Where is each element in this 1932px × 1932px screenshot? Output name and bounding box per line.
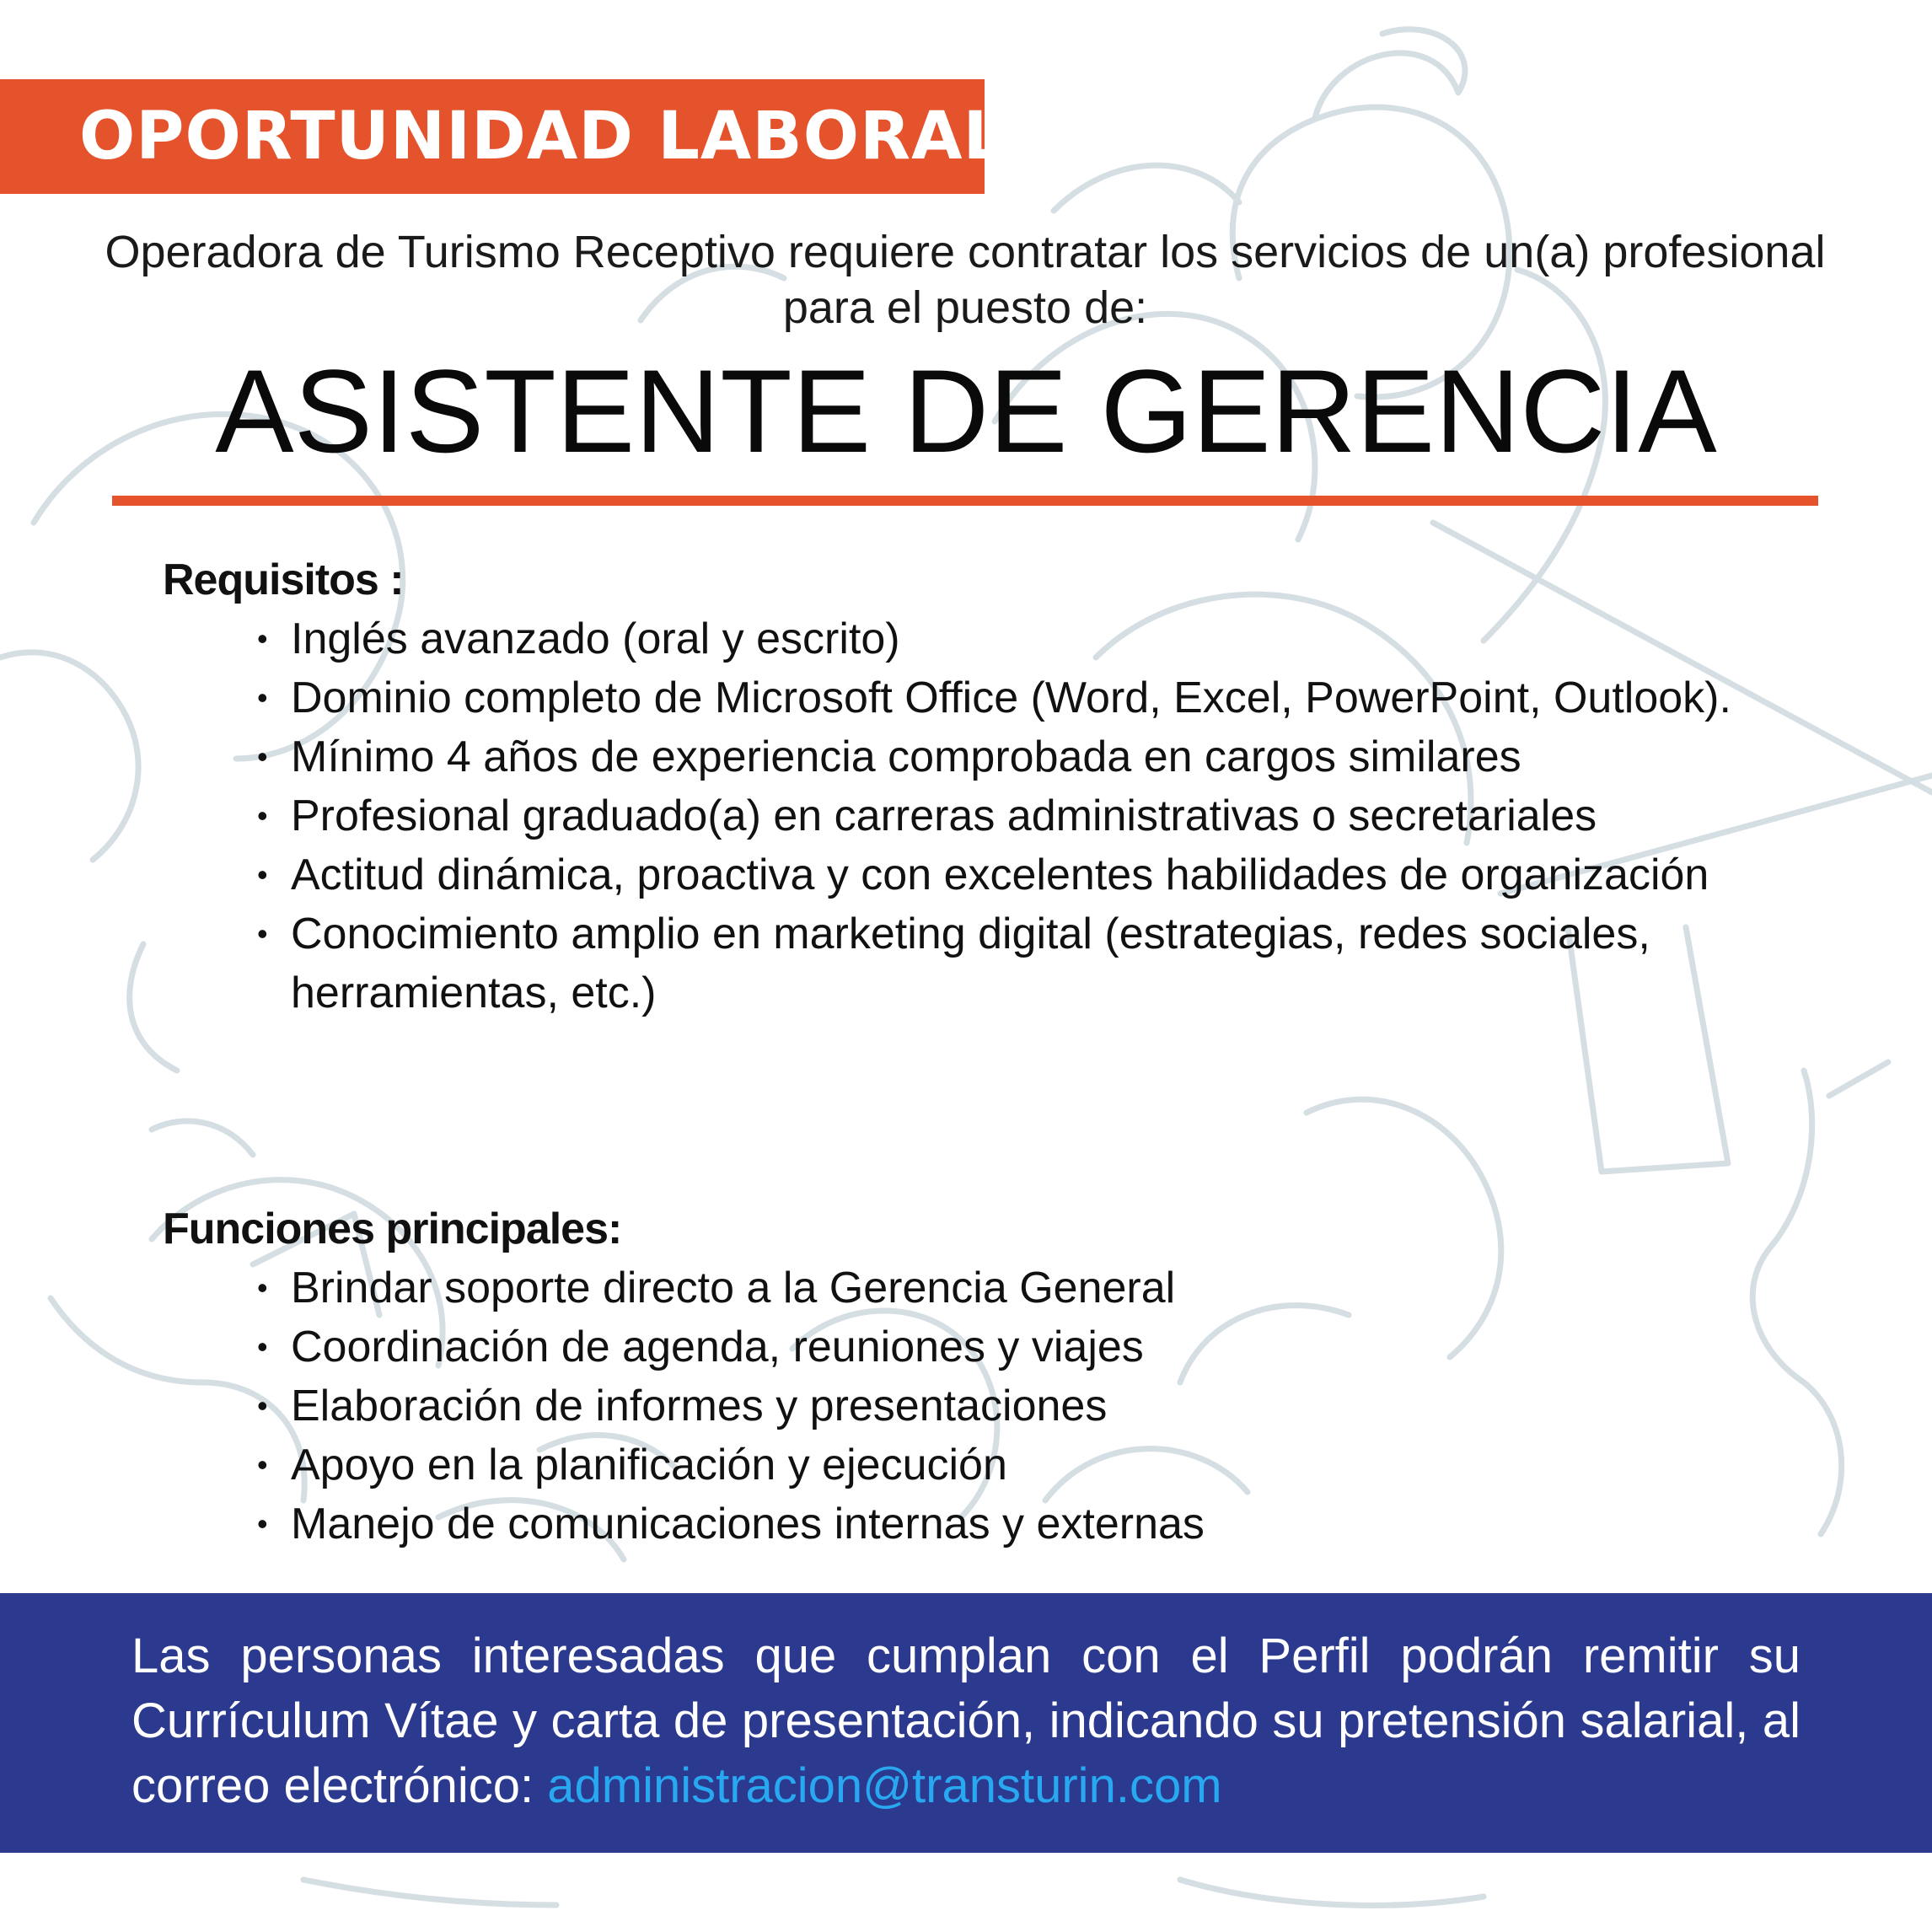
list-item-text: Dominio completo de Microsoft Office (Word, Excel, PowerPoint, Outlook). [291,674,1731,722]
list-item [253,1258,1854,1318]
contact-instructions: Las personas interesadas que cumplan con el Perfil podrán remitir su Currículum Vítae y carta de presentación, indicando su pretensión salarial, al correo electrónico: [131,1629,1801,1813]
bullet-icon: • [257,1506,268,1541]
bullet-icon: • [257,798,268,833]
contact-email-link[interactable]: administracion@transturin.com [547,1758,1222,1813]
list-item-text: Coordinación de agenda, reuniones y viajes [291,1323,1144,1371]
list-item [253,727,1854,786]
functions-heading: Funciones principales: [163,1205,622,1253]
banner-label: OPORTUNIDAD LABORAL [79,99,1006,174]
intro-text: Operadora de Turismo Receptivo requiere contratar los servicios de un(a) profesional para el puesto de: [105,227,1826,333]
list-item-text: Profesional graduado(a) en carreras administrativas o secretariales [291,792,1597,840]
list-item [253,845,1854,904]
opportunity-banner [0,79,1006,194]
list-item [253,1495,1854,1554]
list-item [253,609,1854,668]
list-item-text: Mínimo 4 años de experiencia comprobada en cargos similares [291,733,1521,781]
job-title: ASISTENTE DE GERENCIA [215,345,1717,477]
list-item-text: Brindar soporte directo a la Gerencia General [291,1264,1176,1312]
title-divider [112,496,1818,506]
list-item-text: Manejo de comunicaciones internas y externas [291,1500,1205,1548]
list-item [253,1318,1854,1377]
list-item [253,1436,1854,1495]
bullet-icon: • [257,1329,268,1364]
list-item-text: Apoyo en la planificación y ejecución [291,1441,1007,1489]
list-item [253,668,1854,727]
bullet-icon: • [257,739,268,774]
functions-list [253,1258,1854,1554]
list-item-text: Inglés avanzado (oral y escrito) [291,614,900,663]
list-item-text: Actitud dinámica, proactiva y con excelentes habilidades de organización [291,851,1709,899]
requirements-heading: Requisitos : [163,555,404,604]
bullet-icon: • [257,1447,268,1482]
list-item-text: Conocimiento amplio en marketing digital (estrategias, redes sociales, herramientas, etc.) [291,910,1650,1017]
bullet-icon: • [257,680,268,715]
list-item-text: Elaboración de informes y presentaciones [291,1382,1108,1430]
list-item [253,904,1854,1022]
bullet-icon: • [257,1388,268,1423]
contact-text [131,1623,1801,1818]
requirements-list [253,609,1854,1022]
bullet-icon: • [257,1270,268,1305]
bullet-icon: • [257,621,268,656]
list-item [253,786,1854,845]
bullet-icon: • [257,857,268,892]
list-item [253,1377,1854,1436]
contact-footer [0,1593,1932,1853]
bullet-icon: • [257,916,268,951]
